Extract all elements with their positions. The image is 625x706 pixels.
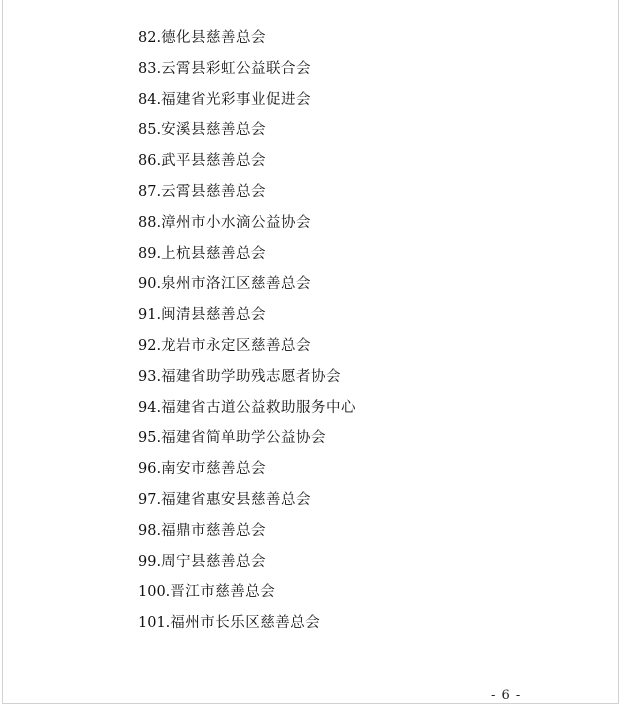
list-item (138, 519, 356, 550)
list-item (138, 180, 356, 211)
item-name: 闽清县慈善总会 (161, 307, 267, 324)
item-name: 武平县慈善总会 (161, 153, 267, 170)
item-name: 上杭县慈善总会 (161, 245, 267, 262)
page-number: - 6 - (491, 688, 522, 703)
organization-list (138, 26, 356, 642)
list-item (138, 365, 356, 396)
list-item (138, 88, 356, 119)
item-name: 安溪县慈善总会 (161, 122, 267, 139)
item-number: 99. (138, 553, 162, 570)
list-item (138, 488, 356, 519)
list-item (138, 211, 356, 242)
item-number: 95. (138, 430, 162, 447)
list-item (138, 611, 356, 642)
item-number: 90. (138, 276, 162, 293)
list-item (138, 149, 356, 180)
item-name: 漳州市小水滴公益协会 (161, 214, 312, 231)
item-number: 85. (138, 122, 162, 139)
item-number: 100. (138, 584, 171, 601)
item-name: 福鼎市慈善总会 (161, 522, 267, 539)
list-item (138, 118, 356, 149)
item-number: 97. (138, 491, 162, 508)
list-item (138, 457, 356, 488)
list-item (138, 57, 356, 88)
item-name: 福建省惠安县慈善总会 (161, 491, 312, 508)
list-item (138, 242, 356, 273)
item-number: 83. (138, 60, 162, 77)
item-number: 87. (138, 183, 162, 200)
item-name: 福建省古道公益救助服务中心 (161, 399, 357, 416)
item-number: 96. (138, 461, 162, 478)
item-name: 泉州市洛江区慈善总会 (161, 276, 312, 293)
item-name: 晋江市慈善总会 (170, 584, 276, 601)
item-name: 龙岩市永定区慈善总会 (161, 337, 312, 354)
item-name: 德化县慈善总会 (161, 30, 267, 46)
item-number: 86. (138, 153, 162, 170)
item-number: 92. (138, 337, 162, 354)
item-name: 福建省助学助残志愿者协会 (161, 368, 342, 385)
list-item (138, 272, 356, 303)
item-name: 云霄县慈善总会 (161, 183, 267, 200)
item-name: 福建省光彩事业促进会 (161, 91, 312, 108)
item-number: 82. (138, 30, 162, 46)
item-number: 101. (138, 615, 171, 632)
item-name: 周宁县慈善总会 (161, 553, 267, 570)
item-name: 福建省简单助学公益协会 (161, 430, 327, 447)
list-item (138, 334, 356, 365)
document-page (2, 0, 619, 704)
item-name: 南安市慈善总会 (161, 461, 267, 478)
item-number: 94. (138, 399, 162, 416)
list-item (138, 303, 356, 334)
item-name: 云霄县彩虹公益联合会 (161, 60, 312, 77)
item-number: 98. (138, 522, 162, 539)
list-item (138, 426, 356, 457)
list-item (138, 550, 356, 581)
list-item (138, 396, 356, 427)
item-name: 福州市长乐区慈善总会 (170, 615, 321, 632)
list-item (138, 26, 356, 57)
item-number: 88. (138, 214, 162, 231)
list-item (138, 580, 356, 611)
item-number: 91. (138, 307, 162, 324)
item-number: 93. (138, 368, 162, 385)
item-number: 89. (138, 245, 162, 262)
item-number: 84. (138, 91, 162, 108)
